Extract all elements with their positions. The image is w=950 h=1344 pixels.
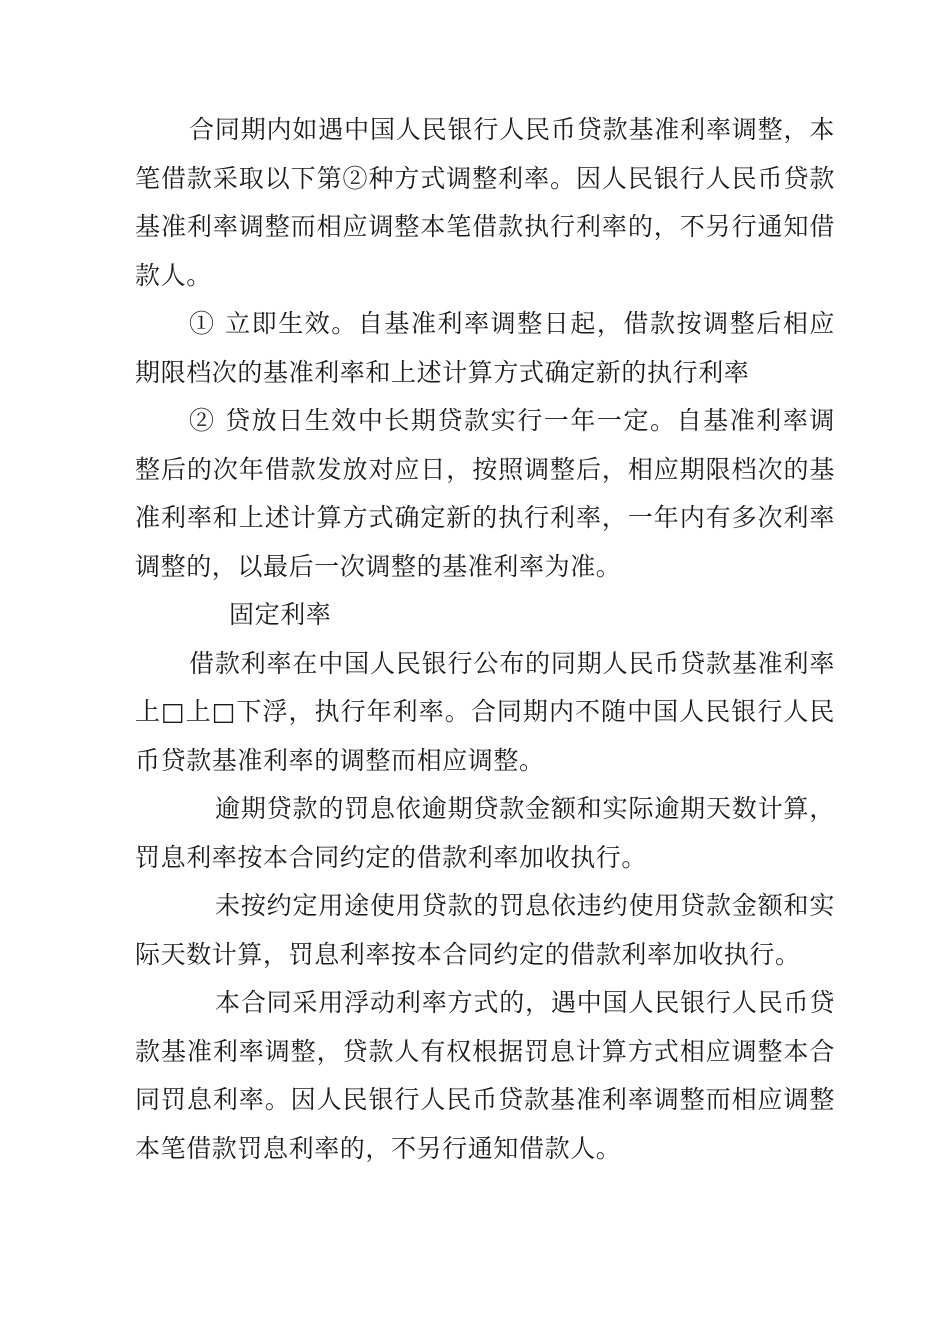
- paragraph-overdue-penalty: 逾期贷款的罚息依逾期贷款金额和实际逾期天数计算，罚息利率按本合同约定的借款利率加收执行。: [135, 794, 835, 872]
- paragraph-fixed-rate: 借款利率在中国人民银行公布的同期人民币贷款基准利率上□上□下浮，执行年利率。合同期内不随中国人民银行人民币贷款基准利率的调整而相应调整。: [135, 648, 835, 775]
- paragraph-floating-penalty: 本合同采用浮动利率方式的，遇中国人民银行人民币贷款基准利率调整，贷款人有权根据罚息计算方式相应调整本合同罚息利率。因人民银行人民币贷款基准利率调整而相应调整本笔借款罚息利率的，不另行通知借款人。: [135, 988, 835, 1163]
- paragraph-rate-adjustment: 合同期内如遇中国人民银行人民币贷款基准利率调整，本笔借款采取以下第②种方式调整利率。因人民银行人民币贷款基准利率调整而相应调整本笔借款执行利率的，不另行通知借款人。: [135, 115, 835, 290]
- paragraph-option-immediate: ① 立即生效。自基准利率调整日起，借款按调整后相应期限档次的基准利率和上述计算方式确定新的执行利率: [135, 309, 835, 387]
- heading-fixed-rate: 固定利率: [229, 600, 332, 629]
- paragraph-option-annual: ② 贷放日生效中长期贷款实行一年一定。自基准利率调整后的次年借款发放对应日，按照调整后，相应期限档次的基准利率和上述计算方式确定新的执行利率，一年内有多次利率调整的，以最后一次调整的基准利率为准。: [135, 406, 835, 581]
- paragraph-misuse-penalty: 未按约定用途使用贷款的罚息依违约使用贷款金额和实际天数计算，罚息利率按本合同约定的借款利率加收执行。: [135, 891, 835, 969]
- document-body: [135, 106, 835, 1173]
